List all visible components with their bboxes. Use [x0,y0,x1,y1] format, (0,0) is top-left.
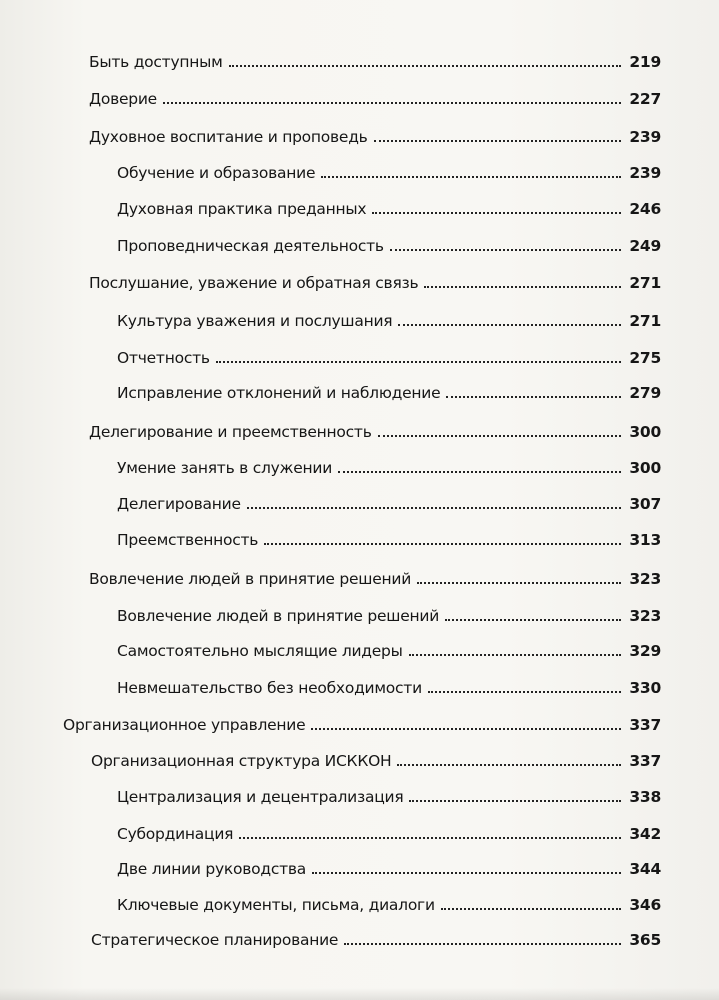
dot-leader [247,507,622,509]
toc-entry[interactable] [91,920,661,948]
toc-entry[interactable] [89,412,661,440]
toc-entry-title: Культура уважения и послушания [117,311,393,330]
toc-entry[interactable] [117,301,661,329]
toc-entry-page: 239 [629,163,661,182]
dot-leader [344,943,621,945]
dot-leader [446,396,621,398]
toc-entry-page: 246 [629,199,661,218]
toc-entry-title: Организационное управление [63,715,306,734]
dot-leader [264,543,621,545]
toc-entry-page: 219 [629,52,661,71]
toc-entry[interactable] [63,705,661,733]
toc-entry-page: 344 [629,859,661,878]
toc-entry-page: 313 [629,530,661,549]
dot-leader [321,176,621,178]
toc-entry-title: Две линии руководства [117,859,307,878]
toc-entry-page: 329 [629,641,661,660]
toc-entry[interactable] [117,226,661,254]
toc-entry-title: Исправление отклонений и наблюдение [117,383,441,402]
toc-entry[interactable] [117,153,661,181]
toc-entry[interactable] [89,117,661,145]
toc-entry-title: Вовлечение людей в принятие решений [89,569,412,588]
dot-leader [441,908,622,910]
toc-entry-page: 239 [629,127,661,146]
toc-entry-page: 323 [629,606,661,625]
toc-entry-title: Быть доступным [89,52,223,71]
toc-entry[interactable] [89,263,661,291]
toc-entry-page: 365 [629,930,661,949]
dot-leader [239,837,621,839]
dot-leader [424,286,621,288]
toc-entry-page: 275 [629,348,661,367]
toc-entry[interactable] [117,373,661,401]
toc-entry-title: Ключевые документы, письма, диалоги [117,895,435,914]
toc-entry[interactable] [117,520,661,548]
toc-entry[interactable] [117,596,661,624]
dot-leader [338,471,621,473]
toc-entry-page: 307 [629,494,661,513]
toc-entry[interactable] [89,559,661,587]
toc-entry-title: Обучение и образование [117,163,316,182]
toc-entry-page: 337 [629,751,661,770]
toc-entry-title: Духовная практика преданных [117,199,367,218]
dot-leader [445,619,621,621]
toc-entry-title: Самостоятельно мыслящие лидеры [117,641,403,660]
toc-entry[interactable] [117,885,661,913]
toc-entry[interactable] [117,849,661,877]
toc-entry-title: Делегирование [117,494,241,513]
dot-leader [398,324,621,326]
dot-leader [428,691,621,693]
toc-entry-page: 271 [629,311,661,330]
toc-entry-title: Умение занять в служении [117,458,333,477]
toc-entry-title: Проповедническая деятельность [117,236,384,255]
page-bottom-shadow [0,988,719,1000]
dot-leader [417,582,621,584]
toc-entry[interactable] [117,448,661,476]
toc-entry[interactable] [117,189,661,217]
toc-entry-page: 338 [629,787,661,806]
toc-entry-title: Доверие [89,89,157,108]
toc-entry-page: 249 [629,236,661,255]
toc-entry[interactable] [117,777,661,805]
dot-leader [409,654,622,656]
toc-entry[interactable] [91,741,661,769]
toc-entry-title: Субординация [117,824,234,843]
toc-entry-title: Послушание, уважение и обратная связь [89,273,419,292]
dot-leader [397,764,621,766]
toc-entry-title: Отчетность [117,348,210,367]
toc-entry[interactable] [117,814,661,842]
toc-entry-page: 227 [629,89,661,108]
dot-leader [163,102,621,104]
toc-entry-title: Преемственность [117,530,259,549]
dot-leader [372,212,621,214]
toc-entry-title: Делегирование и преемственность [89,422,372,441]
toc-entry-page: 346 [629,895,661,914]
toc-entry-page: 323 [629,569,661,588]
toc-entry[interactable] [117,484,661,512]
toc-entry[interactable] [117,631,661,659]
toc-entry-title: Невмешательство без необходимости [117,678,422,697]
toc-entry-title: Стратегическое планирование [91,930,339,949]
toc-entry-title: Централизация и децентрализация [117,787,404,806]
dot-leader [311,728,621,730]
toc-entry[interactable] [89,79,661,107]
toc-entry-title: Духовное воспитание и проповедь [89,127,368,146]
dot-leader [216,361,622,363]
toc-entry[interactable] [89,42,661,70]
toc-entry-page: 342 [629,824,661,843]
dot-leader [312,872,621,874]
dot-leader [390,249,622,251]
toc-entry-page: 271 [629,273,661,292]
toc-entry-page: 300 [629,458,661,477]
toc-entry-title: Организационная структура ИСККОН [91,751,392,770]
dot-leader [378,435,622,437]
dot-leader [229,65,622,67]
toc-entry-page: 330 [629,678,661,697]
toc-entry-page: 337 [629,715,661,734]
toc-entry[interactable] [117,668,661,696]
toc-entry[interactable] [117,338,661,366]
dot-leader [374,140,622,142]
toc-entry-page: 300 [629,422,661,441]
dot-leader [409,800,621,802]
toc-entry-title: Вовлечение людей в принятие решений [117,606,440,625]
toc-entry-page: 279 [629,383,661,402]
